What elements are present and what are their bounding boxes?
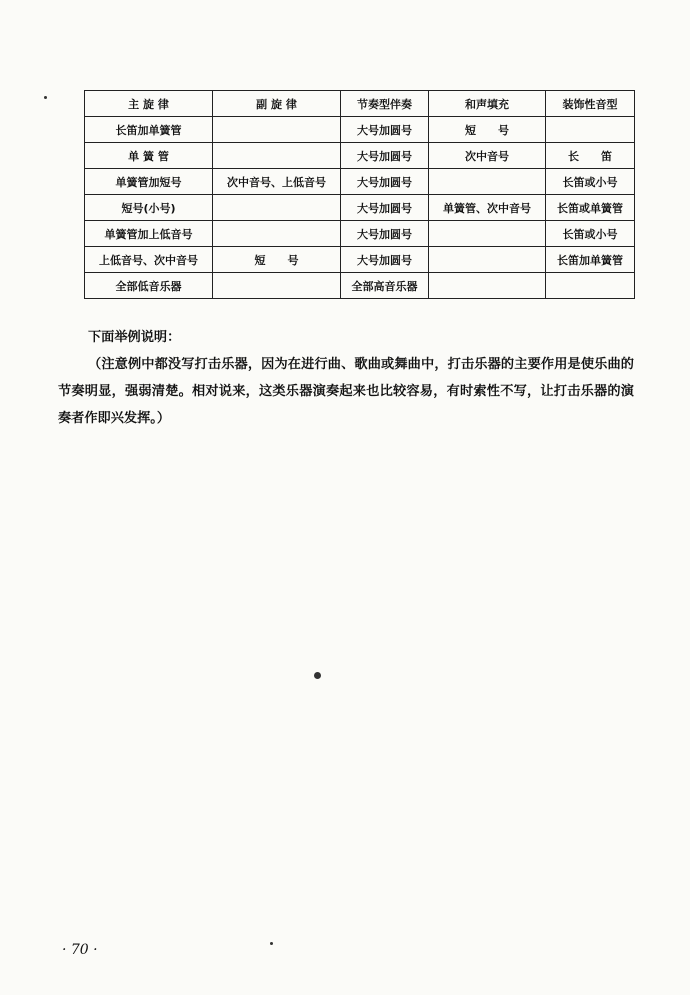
intro-text: 下面举例说明：	[88, 330, 181, 345]
table-cell	[429, 221, 546, 247]
table-cell	[213, 221, 341, 247]
table-cell: 长笛或单簧管	[546, 195, 635, 221]
table-cell: 大号加圆号	[341, 221, 429, 247]
table-cell: 大号加圆号	[341, 247, 429, 273]
scan-speck	[44, 96, 47, 99]
table-cell	[429, 247, 546, 273]
table-cell: 长笛加单簧管	[546, 247, 635, 273]
table-cell: 全部低音乐器	[85, 273, 213, 299]
header-cell: 副 旋 律	[213, 91, 341, 117]
table-cell: 全部高音乐器	[341, 273, 429, 299]
table-cell: 单簧管加短号	[85, 169, 213, 195]
table-cell: 大号加圆号	[341, 195, 429, 221]
table-row	[85, 247, 635, 273]
header-cell: 节奏型伴奏	[341, 91, 429, 117]
header-cell: 主 旋 律	[85, 91, 213, 117]
table-cell: 长 笛	[546, 143, 635, 169]
header-row	[85, 91, 635, 117]
table-cell: 大号加圆号	[341, 169, 429, 195]
table-cell: 单簧管加上低音号	[85, 221, 213, 247]
instrumentation-table	[84, 90, 635, 299]
table-cell: 短号(小号)	[85, 195, 213, 221]
note-paragraph: （注意例中都没写打击乐器，因为在进行曲、歌曲或舞曲中，打击乐器的主要作用是使乐曲的节奏明显，强弱清楚。相对说来，这类乐器演奏起来也比较容易，有时索性不写，让打击乐器的演奏者作即兴发挥。）	[58, 357, 634, 426]
table-cell	[213, 195, 341, 221]
table-cell: 短 号	[429, 117, 546, 143]
table-cell	[429, 273, 546, 299]
table-cell: 长笛或小号	[546, 221, 635, 247]
table-row	[85, 195, 635, 221]
header-cell: 装饰性音型	[546, 91, 635, 117]
table-cell: 次中音号、上低音号	[213, 169, 341, 195]
table-cell: 单簧管、次中音号	[429, 195, 546, 221]
table-cell: 长笛或小号	[546, 169, 635, 195]
table-row	[85, 169, 635, 195]
scan-speck	[270, 942, 273, 945]
table-row	[85, 273, 635, 299]
table-cell	[213, 273, 341, 299]
table-row	[85, 117, 635, 143]
table-cell: 上低音号、次中音号	[85, 247, 213, 273]
page-number: · 70 ·	[62, 942, 98, 958]
table-row	[85, 143, 635, 169]
table-cell	[429, 169, 546, 195]
table-cell: 单 簧 管	[85, 143, 213, 169]
table-row	[85, 221, 635, 247]
table-cell: 短 号	[213, 247, 341, 273]
table-cell	[213, 117, 341, 143]
scan-speck	[314, 672, 321, 679]
table-cell	[213, 143, 341, 169]
table-cell: 大号加圆号	[341, 143, 429, 169]
table-cell: 大号加圆号	[341, 117, 429, 143]
table-cell: 长笛加单簧管	[85, 117, 213, 143]
table-cell	[546, 117, 635, 143]
table-cell	[546, 273, 635, 299]
table-cell: 次中音号	[429, 143, 546, 169]
header-cell: 和声填充	[429, 91, 546, 117]
